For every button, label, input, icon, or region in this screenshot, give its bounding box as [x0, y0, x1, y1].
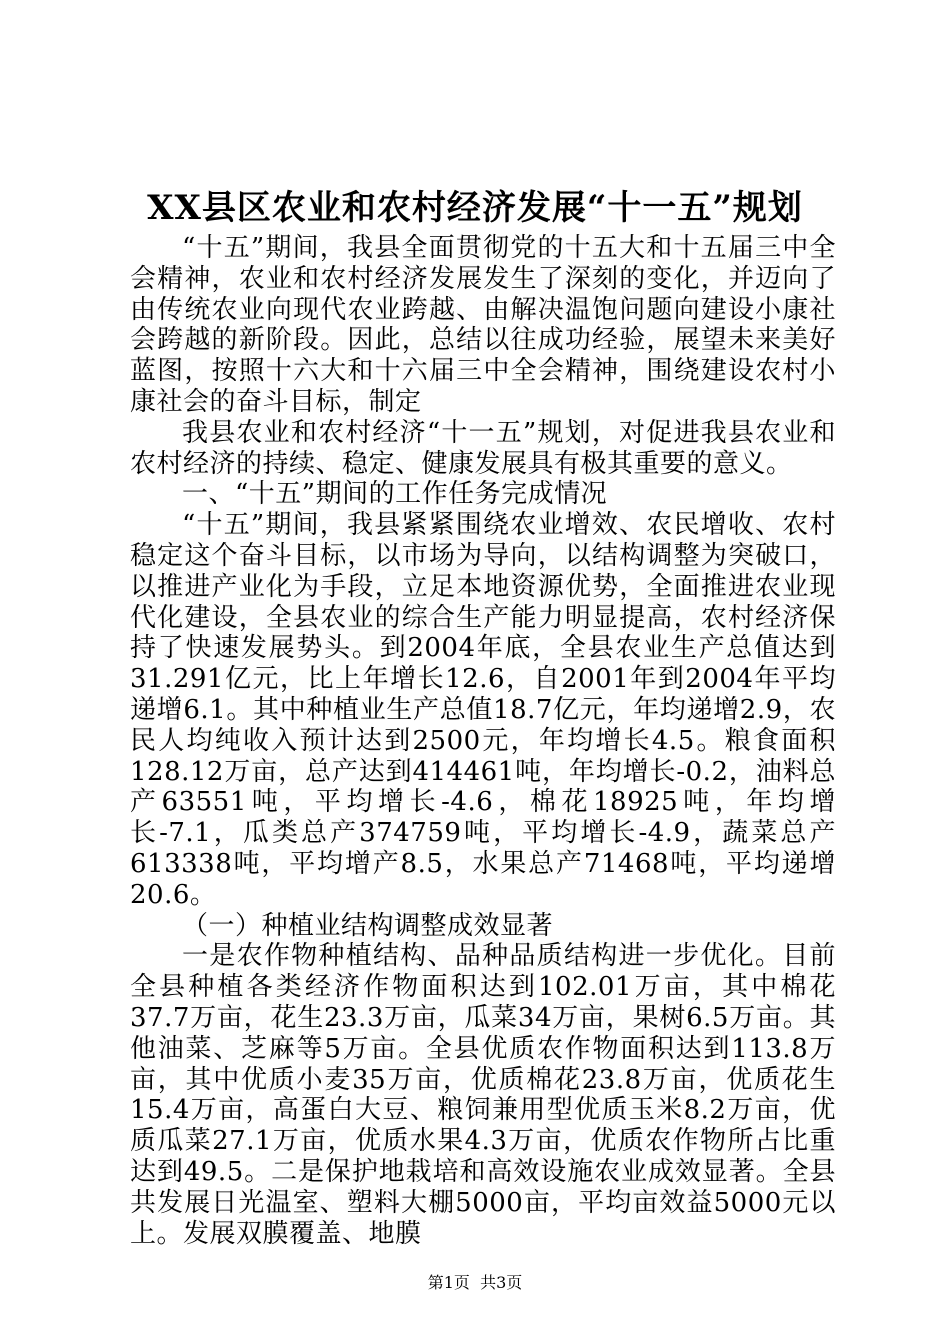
paragraph: “十五”期间，我县全面贯彻党的十五大和十五届三中全会精神，农业和农村经济发展发生了深刻的变化，并迈向了由传统农业向现代农业跨越、由解决温饱问题向建设小康社会跨越的新阶段。因此，总结以往成功经验，展望未来美好蓝图，按照十六大和十六届三中全会精神，围绕建设农村小康社会的奋斗目标，制定 — [130, 233, 836, 417]
subsection-heading: （一）种植业结构调整成效显著 — [182, 910, 554, 941]
page-number-footer: 第1页 共3页 — [427, 1273, 523, 1292]
section-heading: 一、“十五”期间的工作任务完成情况 — [182, 479, 608, 510]
paragraph: 一是农作物种植结构、品种品质结构进一步优化。目前全县种植各类经济作物面积达到102.01万亩，其中棉花37.7万亩，花生23.3万亩，瓜菜34万亩，果树6.5万亩。其他油菜、芝麻等5万亩。全县优质农作物面积达到113.8万亩，其中优质小麦35万亩，优质棉花23.8万亩，优质花生15.4万亩，高蛋白大豆、粮饲兼用型优质玉米8.2万亩，优质瓜菜27.1万亩，优质水果4.3万亩，优质农作物所占比重达到49.5。二是保护地栽培和高效设施农业成效显著。全县共发展日光温室、塑料大棚5000亩，平均亩效益5000元以上。发展双膜覆盖、地膜 — [130, 941, 836, 1249]
paragraph: “十五”期间，我县紧紧围绕农业增效、农民增收、农村稳定这个奋斗目标，以市场为导向，以结构调整为突破口，以推进产业化为手段，立足本地资源优势，全面推进农业现代化建设，全县农业的综合生产能力明显提高，农村经济保持了快速发展势头。到2004年底，全县农业生产总值达到31.291亿元，比上年增长12.6，自2001年到2004年平均递增6.1。其中种植业生产总值18.7亿元，年均递增2.9，农民人均纯收入预计达到2500元，年均增长4.5。粮食面积128.12万亩，总产达到414461吨，年均增长-0.2，油料总产63551吨，平均增长-4.6，棉花18925吨，年均增长-7.1，瓜类总产374759吨，平均增长-4.9，蔬菜总产613338吨，平均增产8.5，水果总产71468吨，平均递增20.6。 — [130, 510, 836, 910]
document-title: XX县区农业和农村经济发展“十一五”规划 — [147, 188, 803, 228]
paragraph: 我县农业和农村经济“十一五”规划，对促进我县农业和农村经济的持续、稳定、健康发展具有极其重要的意义。 — [130, 417, 836, 479]
document-body — [130, 233, 836, 1249]
